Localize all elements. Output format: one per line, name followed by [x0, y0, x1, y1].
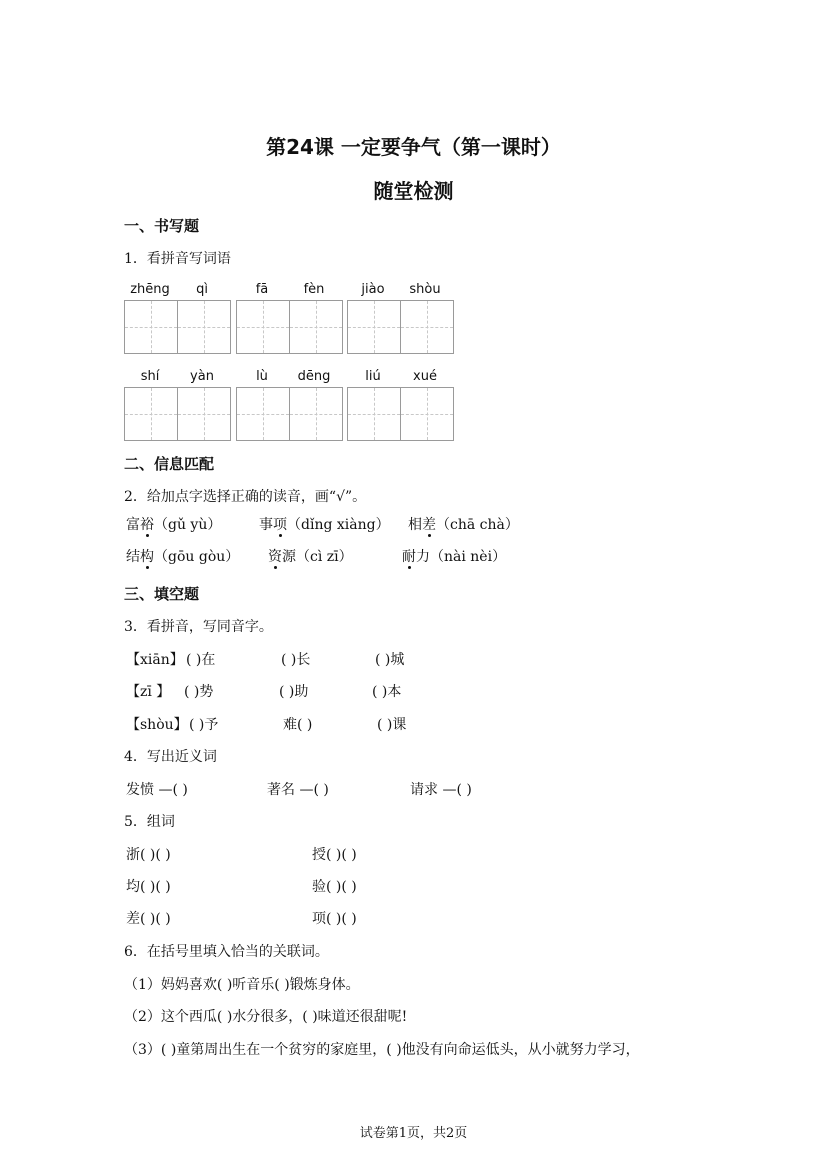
- writing-cell[interactable]: [400, 388, 453, 440]
- question-6-prompt: 6．在括号里填入恰当的关联词。: [124, 944, 329, 960]
- q2-item[interactable]: [402, 546, 506, 566]
- dotted-char: 项: [273, 517, 287, 533]
- q3-label: 【xiān】: [126, 652, 184, 668]
- pinyin-options: （dǐng xiàng）: [287, 517, 390, 533]
- dotted-char: 耐: [402, 549, 416, 565]
- q5-blank[interactable]: 均( )( ): [126, 879, 171, 895]
- q3-blank[interactable]: ( )势: [184, 684, 214, 700]
- question-3-prompt: 3．看拼音，写同音字。: [124, 619, 273, 635]
- writing-cell[interactable]: [177, 388, 230, 440]
- word-part: 富: [126, 517, 140, 533]
- writing-cell[interactable]: [125, 301, 177, 353]
- pinyin-label: fèn: [303, 282, 325, 297]
- writing-grid[interactable]: [236, 300, 343, 354]
- question-1-prompt: 1．看拼音写词语: [124, 251, 231, 267]
- pinyin-label: liú: [365, 369, 381, 384]
- q3-blank[interactable]: ( )本: [372, 684, 402, 700]
- q3-label: 【shòu】: [126, 717, 188, 733]
- q2-item[interactable]: [126, 514, 221, 534]
- question-5-prompt: 5．组词: [124, 814, 175, 830]
- q6-line[interactable]: （3）( )童第周出生在一个贫穷的家庭里，( )他没有向命运低头，从小就努力学习，: [124, 1042, 640, 1058]
- dotted-char: 构: [140, 549, 154, 565]
- dotted-char: 差: [422, 517, 436, 533]
- q5-blank[interactable]: 差( )( ): [126, 911, 171, 927]
- writing-cell[interactable]: [348, 388, 400, 440]
- q3-blank[interactable]: ( )助: [279, 684, 309, 700]
- section-heading-matching: 二、信息匹配: [124, 455, 215, 473]
- q3-blank[interactable]: 难( ): [283, 717, 313, 733]
- q2-item[interactable]: [268, 546, 353, 566]
- q3-label: 【zī 】: [126, 684, 171, 700]
- writing-cell[interactable]: [289, 301, 342, 353]
- pinyin-options: （nài nèi）: [430, 549, 507, 565]
- q4-blank[interactable]: 请求 —( ): [410, 782, 472, 798]
- writing-grid[interactable]: [236, 387, 343, 441]
- pinyin-label: zhēng: [130, 282, 170, 297]
- question-4-prompt: 4．写出近义词: [124, 749, 217, 765]
- page-footer: 试卷第1页，共2页: [359, 1126, 468, 1141]
- word-part: 结: [126, 549, 140, 565]
- writing-cell[interactable]: [125, 388, 177, 440]
- page-title: 第24课 一定要争气（第一课时）: [266, 135, 561, 159]
- writing-grid[interactable]: [347, 300, 454, 354]
- q2-item[interactable]: [259, 514, 390, 534]
- word-part: 力: [416, 549, 430, 565]
- pinyin-label: fā: [255, 282, 269, 297]
- dotted-char: 资: [268, 549, 282, 565]
- q3-blank[interactable]: ( )长: [281, 652, 311, 668]
- word-part: 事: [259, 517, 273, 533]
- writing-cell[interactable]: [177, 301, 230, 353]
- q2-item[interactable]: [126, 546, 239, 566]
- writing-grid[interactable]: [124, 300, 231, 354]
- pinyin-label: jiào: [361, 282, 385, 297]
- pinyin-label: shòu: [409, 282, 441, 297]
- dotted-char: 裕: [140, 517, 154, 533]
- writing-grid[interactable]: [124, 387, 231, 441]
- word-part: 相: [408, 517, 422, 533]
- q6-line[interactable]: （1）妈妈喜欢( )听音乐( )锻炼身体。: [124, 977, 360, 993]
- q3-blank[interactable]: ( )在: [186, 652, 216, 668]
- pinyin-label: qì: [196, 282, 208, 297]
- q5-blank[interactable]: 验( )( ): [312, 879, 357, 895]
- q5-blank[interactable]: 授( )( ): [312, 847, 357, 863]
- pinyin-label: yàn: [190, 369, 214, 384]
- pinyin-options: （cì zī）: [296, 549, 353, 565]
- q3-blank[interactable]: ( )予: [189, 717, 219, 733]
- pinyin-label: dēng: [297, 369, 331, 384]
- page-subtitle: 随堂检测: [373, 179, 454, 203]
- pinyin-label: lù: [256, 369, 268, 384]
- writing-cell[interactable]: [237, 301, 289, 353]
- pinyin-label: shí: [140, 369, 160, 384]
- q5-blank[interactable]: 浙( )( ): [126, 847, 171, 863]
- q2-item[interactable]: [408, 514, 519, 534]
- question-2-prompt: 2．给加点字选择正确的读音，画“√”。: [124, 489, 367, 505]
- q3-blank[interactable]: ( )城: [375, 652, 405, 668]
- writing-cell[interactable]: [237, 388, 289, 440]
- writing-cell[interactable]: [348, 301, 400, 353]
- q6-line[interactable]: （2）这个西瓜( )水分很多，( )味道还很甜呢!: [124, 1009, 408, 1025]
- pinyin-options: （gōu gòu）: [154, 549, 240, 565]
- word-part: 源: [282, 549, 296, 565]
- section-heading-fill: 三、填空题: [124, 585, 200, 603]
- section-heading-writing: 一、书写题: [124, 217, 200, 235]
- q4-blank[interactable]: 发愤 —( ): [126, 782, 188, 798]
- writing-grid[interactable]: [347, 387, 454, 441]
- writing-cell[interactable]: [400, 301, 453, 353]
- pinyin-options: （gǔ yù）: [154, 517, 222, 533]
- q5-blank[interactable]: 项( )( ): [312, 911, 357, 927]
- pinyin-options: （chā chà）: [436, 517, 519, 533]
- pinyin-label: xué: [413, 369, 437, 384]
- q3-blank[interactable]: ( )课: [377, 717, 407, 733]
- writing-cell[interactable]: [289, 388, 342, 440]
- q4-blank[interactable]: 著名 —( ): [267, 782, 329, 798]
